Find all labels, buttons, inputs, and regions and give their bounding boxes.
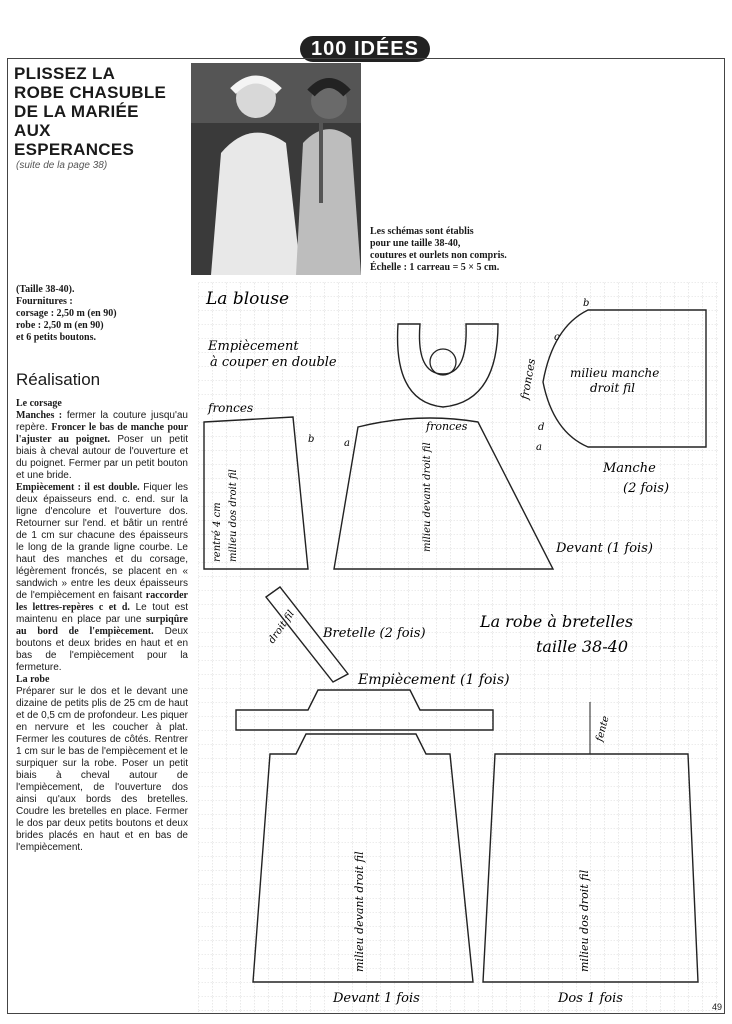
letter-b-back: b [308, 434, 315, 445]
pattern-grid [198, 282, 718, 1012]
caption-line: coutures et ourlets non compris. [370, 250, 507, 261]
manches-text-2: Poser un petit biais à cheval autour de l'ouverture et du poignet. Fermer par un petit bouton et une bride. [16, 434, 188, 481]
milieu-devant-blouse-label: milieu devant droit fil [422, 442, 433, 552]
supplies-line: (Taille 38-40). [16, 284, 75, 295]
sewing-pattern [198, 282, 718, 1012]
robe-heading: La robe [16, 674, 50, 685]
droit-fil-label: droit fil [590, 381, 635, 395]
caption-line: Les schémas sont établis [370, 226, 474, 237]
blouse-title: La blouse [206, 289, 290, 309]
devant-blouse-label: Devant (1 fois) [556, 541, 653, 556]
dos-robe-label: Dos 1 fois [558, 991, 623, 1006]
manches-bold: Froncer le bas de manche pour l'ajuster au poignet. [16, 422, 189, 445]
title-line: ESPERANCES [14, 140, 135, 159]
corsage-heading: Le corsage [16, 398, 62, 409]
wedding-photo [191, 63, 361, 275]
empiecement-note-2: à couper en double [210, 355, 337, 370]
milieu-devant-robe-label: milieu devant droit fil [353, 851, 366, 972]
supplies-line: et 6 petits boutons. [16, 332, 97, 343]
supplies-line: Fournitures : [16, 296, 73, 307]
empiecement-label: Empiècement : il est double. [16, 482, 140, 493]
empiecement-note: Empiècement [208, 339, 299, 354]
fente-label: fente [594, 714, 612, 743]
photo-illustration [191, 63, 361, 275]
brand-logo: 100 IDÉES [300, 36, 430, 62]
letter-d-sleeve: d [538, 422, 545, 433]
letter-a-front: a [344, 438, 350, 449]
bretelle-label: Bretelle (2 fois) [323, 626, 426, 641]
page-number: 49 [711, 1002, 722, 1012]
robe-size: taille 38-40 [536, 637, 628, 656]
letter-a-front-2: a [536, 442, 542, 453]
devant-robe-label: Devant 1 fois [333, 991, 420, 1006]
letter-c-sleeve: c [554, 332, 560, 343]
caption-line: Échelle : 1 carreau = 5 × 5 cm. [370, 262, 500, 273]
sleeve-fronces-label: fronces [518, 357, 539, 401]
supplies-line: corsage : 2,50 m (en 90) [16, 308, 117, 319]
milieu-manche-label: milieu manche [570, 366, 660, 380]
manches-label: Manches : [16, 410, 63, 421]
front-fronces-label: fronces [426, 420, 468, 433]
empiecement-bold-2: surpiqûre au bord de l'empiècement. [16, 614, 188, 637]
title-line: AUX [14, 121, 51, 140]
article-title [14, 64, 184, 159]
realisation-heading: Réalisation [16, 370, 101, 389]
supplies-block [16, 284, 191, 344]
empiecement-text-2: Le tout est maintenu en place par une [16, 602, 189, 625]
supplies-line: robe : 2,50 m (en 90) [16, 320, 104, 331]
title-line: PLISSEZ LA [14, 64, 116, 83]
robe-title: La robe à bretelles [480, 612, 634, 631]
manches-text: fermer la couture jusqu'au repère. [16, 410, 188, 433]
back-fronces-label: fronces [208, 401, 254, 415]
strap-droit-fil: droit fil [266, 608, 297, 646]
instructions-text [16, 398, 188, 854]
empiecement-text: Fiquer les deux épaisseurs end. c. end. sur la ligne d'encolure et l'ouverture dos. Retourner sur l'end. et bâtir un rentré de 1 cm sur chacune des épaisseurs le long de la grande ligne courbe. Le haut des manches et du corsage, légèrement froncés, se placent en « sandwich » entre les deux épaisseurs de l'empiècement en faisant [16, 482, 189, 601]
title-line: ROBE CHASUBLE [14, 83, 167, 102]
letter-b-sleeve: b [583, 298, 590, 309]
robe-text: Préparer sur le dos et le devant une dizaine de petits plis de 25 cm de haut et de 0,5 cm de profondeur. Les piquer en nervure et les coucher à plat. Fermer les coutures de côtés. Rentrer 1 cm sur le bas de l'empiècement et le surpiquer sur la robe. Poser un petit biais à cheval autour de l'empiècement, de l'ouverture dos ainsi qu'aux bords des bretelles. Coudre les bretelles en place. Fermer le dos par deux petits boutons et deux brides placés en haut et en bas de l'empiècement. [16, 686, 188, 853]
pattern-caption [370, 226, 590, 274]
manche-count: (2 fois) [623, 481, 670, 496]
robe-empiecement-label: Empiècement (1 fois) [358, 672, 510, 688]
milieu-dos-robe-label: milieu dos droit fil [578, 869, 591, 972]
article-subtitle: (suite de la page 38) [16, 160, 108, 171]
rentre-label: rentré 4 cm [212, 502, 223, 562]
title-line: DE LA MARIÉE [14, 102, 139, 121]
empiecement-bold: raccorder les lettres-repères c et d. [16, 590, 188, 613]
empiecement-text-3: Deux boutons et deux brides en haut et en bas de l'empiècement pour la fermeture. [16, 626, 189, 673]
caption-line: pour une taille 38-40, [370, 238, 461, 249]
milieu-dos-blouse-label: milieu dos droit fil [228, 469, 239, 562]
manche-label: Manche [603, 461, 656, 476]
